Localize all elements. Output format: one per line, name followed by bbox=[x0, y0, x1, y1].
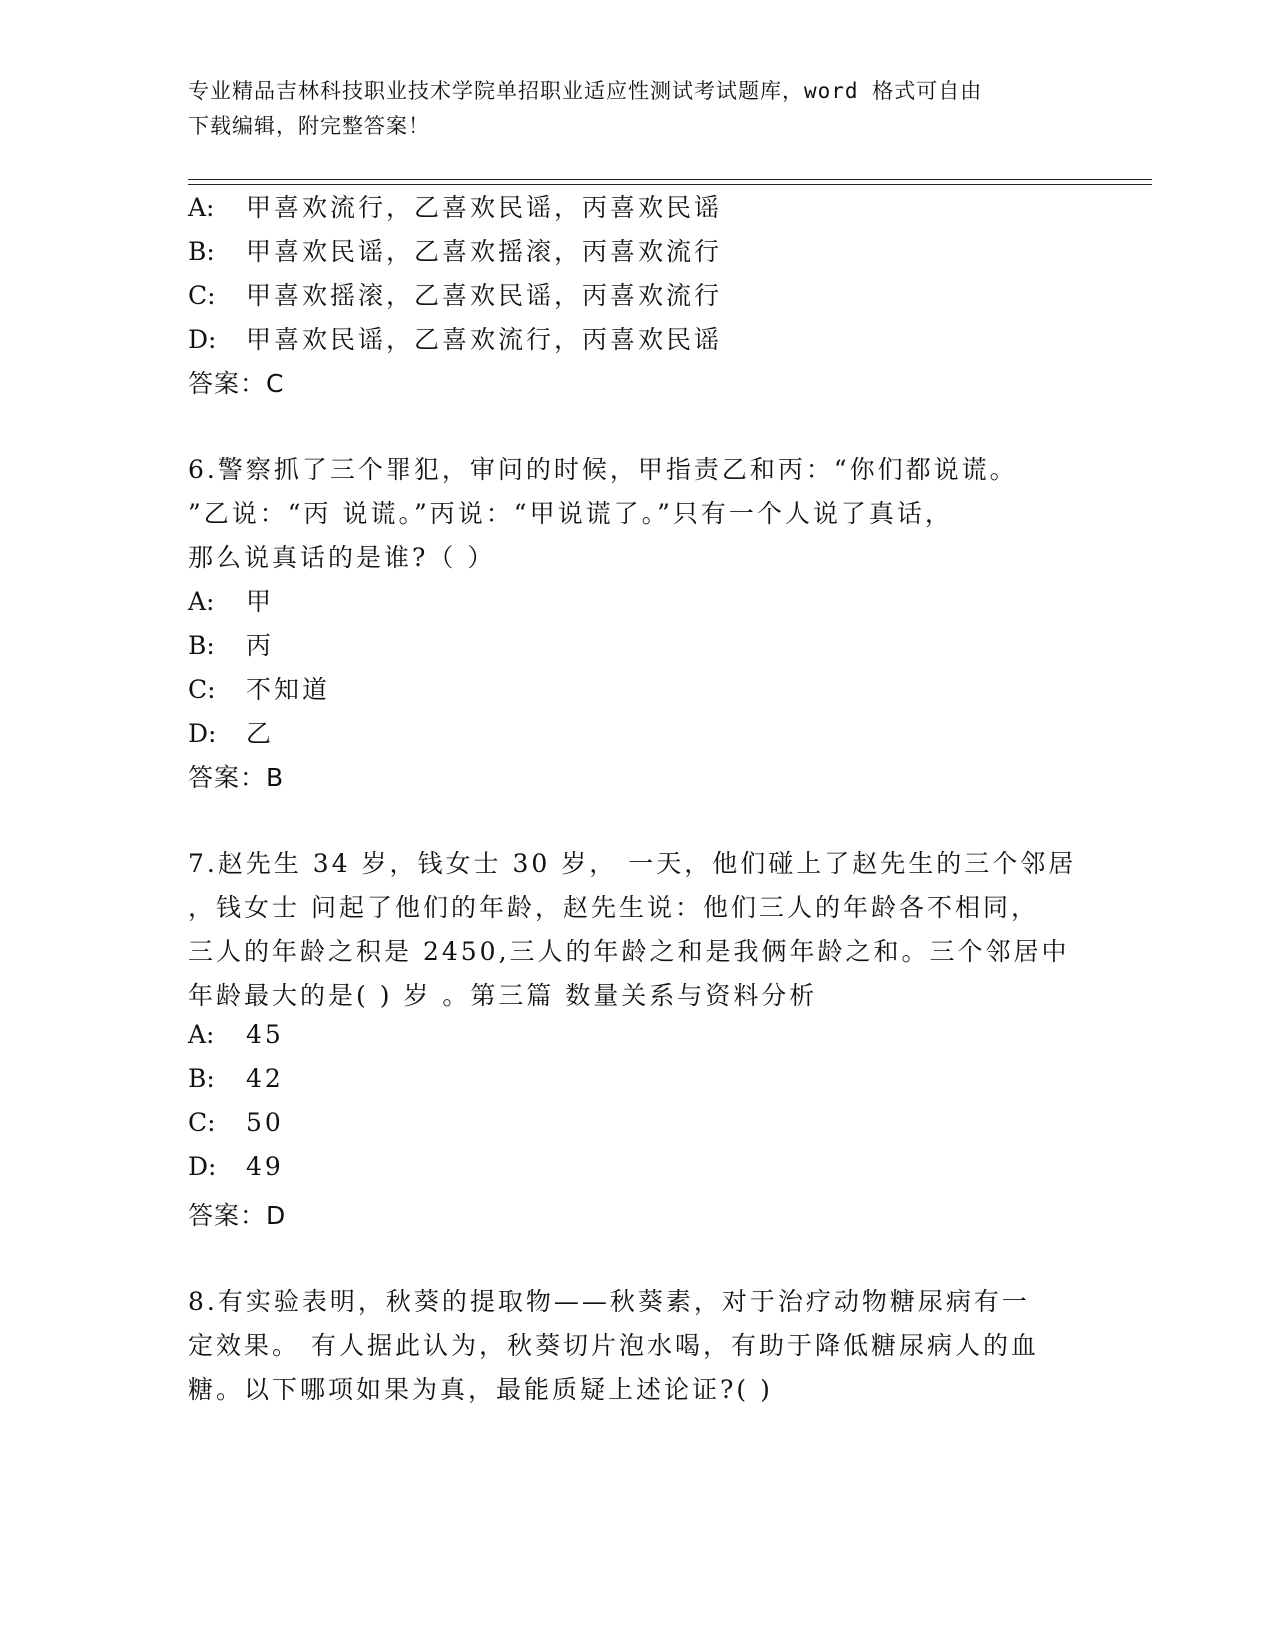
q7-question-line-3: 三人的年龄之积是 2450,三人的年龄之和是我俩年龄之和。三个邻居中 bbox=[188, 937, 1070, 966]
option-text: 甲喜欢流行，乙喜欢民谣，丙喜欢民谣 bbox=[246, 193, 723, 222]
q7-option-d bbox=[188, 1152, 284, 1181]
header-line-2: 下载编辑，附完整答案！ bbox=[188, 114, 430, 138]
option-text: 49 bbox=[246, 1152, 284, 1181]
q6-question-line-1: 6.警察抓了三个罪犯，审问的时候，甲指责乙和丙：“你们都说谎。 bbox=[188, 455, 1018, 484]
option-text: 甲喜欢摇滚，乙喜欢民谣，丙喜欢流行 bbox=[246, 281, 723, 310]
q7-answer: 答案：D bbox=[188, 1201, 287, 1230]
option-key: D: bbox=[188, 325, 217, 354]
q5-option-b bbox=[188, 232, 722, 268]
option-key: B: bbox=[188, 237, 215, 266]
option-key: A: bbox=[188, 587, 215, 616]
q7-question-line-4: 年龄最大的是( ) 岁 。第三篇 数量关系与资料分析 bbox=[188, 981, 818, 1010]
option-text: 甲喜欢民谣，乙喜欢摇滚，丙喜欢流行 bbox=[246, 237, 723, 266]
q6-question-line-3: 那么说真话的是谁?（ ） bbox=[188, 543, 496, 572]
header-line-1: 专业精品吉林科技职业技术学院单招职业适应性测试考试题库，word 格式可自由 bbox=[188, 79, 983, 103]
page-header bbox=[188, 74, 1068, 144]
option-text: 45 bbox=[246, 1020, 284, 1049]
option-key: C: bbox=[188, 281, 216, 310]
q5-option-c bbox=[188, 276, 722, 312]
option-key: B: bbox=[188, 1064, 215, 1093]
q6-option-d bbox=[188, 714, 274, 750]
q6-answer: 答案：B bbox=[188, 763, 285, 792]
option-text: 丙 bbox=[246, 631, 275, 660]
q6-option-b bbox=[188, 626, 274, 662]
header-rule-top bbox=[188, 179, 1152, 180]
option-text: 乙 bbox=[246, 719, 275, 748]
q8-question-line-1: 8.有实验表明，秋葵的提取物——秋葵素，对于治疗动物糖尿病有一 bbox=[188, 1287, 1030, 1316]
q6-option-c bbox=[188, 670, 330, 706]
q7-question-line-2: ，钱女士 问起了他们的年龄，赵先生说：他们三人的年龄各不相同， bbox=[188, 893, 1039, 922]
option-text: 甲喜欢民谣，乙喜欢流行，丙喜欢民谣 bbox=[246, 325, 723, 354]
option-key: C: bbox=[188, 675, 216, 704]
q5-option-d bbox=[188, 320, 722, 356]
option-text: 42 bbox=[246, 1064, 284, 1093]
q7-option-a bbox=[188, 1020, 284, 1049]
option-text: 不知道 bbox=[246, 675, 331, 704]
q6-question-line-2: ”乙说：“丙 说谎。”丙说：“甲说谎了。”只有一个人说了真话， bbox=[188, 499, 953, 528]
option-key: C: bbox=[188, 1108, 216, 1137]
option-text: 甲 bbox=[246, 587, 275, 616]
q7-option-b bbox=[188, 1064, 284, 1093]
header-rule-bottom bbox=[188, 184, 1152, 185]
option-key: A: bbox=[188, 193, 215, 222]
option-key: B: bbox=[188, 631, 215, 660]
q8-question-line-3: 糖。以下哪项如果为真，最能质疑上述论证?( ) bbox=[188, 1375, 773, 1404]
option-key: D: bbox=[188, 1152, 217, 1181]
option-key: D: bbox=[188, 719, 217, 748]
option-text: 50 bbox=[246, 1108, 284, 1137]
q6-option-a bbox=[188, 582, 274, 618]
q8-question-line-2: 定效果。 有人据此认为，秋葵切片泡水喝，有助于降低糖尿病人的血 bbox=[188, 1331, 1039, 1360]
q7-question-line-1: 7.赵先生 34 岁，钱女士 30 岁， 一天，他们碰上了赵先生的三个邻居 bbox=[188, 849, 1077, 878]
q5-answer: 答案：C bbox=[188, 369, 285, 398]
option-key: A: bbox=[188, 1020, 215, 1049]
q7-option-c bbox=[188, 1108, 284, 1137]
q5-option-a bbox=[188, 188, 722, 224]
